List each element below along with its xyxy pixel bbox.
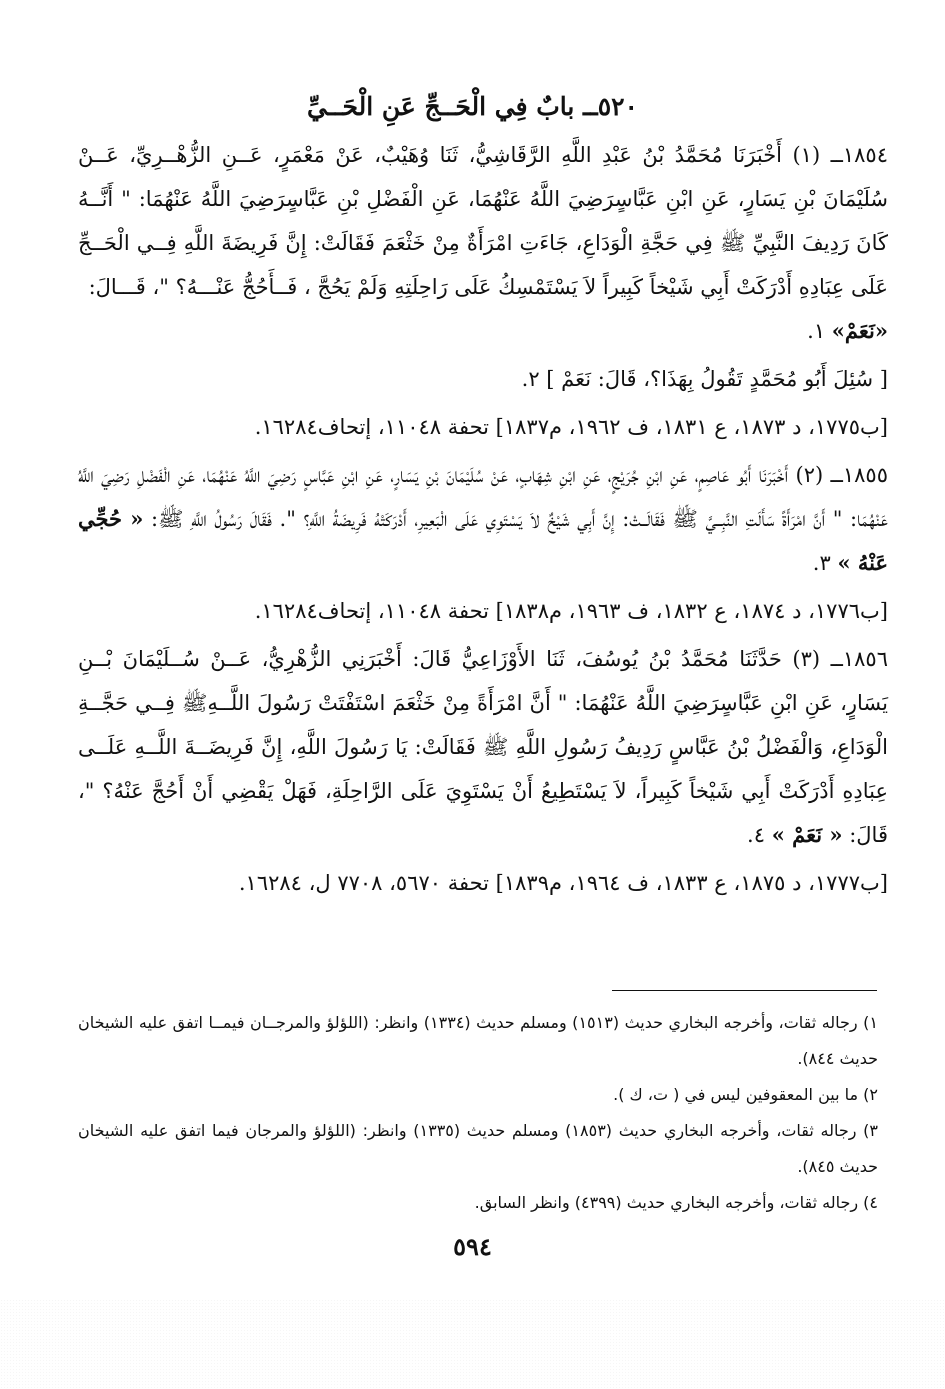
footnote-4: ٤) رجاله ثقات، وأخرجه البخاري حديث (٤٣٩٩) وانظر السابق. (474, 1193, 878, 1212)
main-text (78, 133, 888, 909)
bracket-note: [ سُئِلَ أَبُو مُحَمَّدٍ تَقُولُ بِهَذَا؟، قَالَ: نَعَمْ ] ٢. (521, 367, 888, 391)
footnotes (78, 1005, 878, 1221)
hadith-1854-answer: «نَعَمْ» (831, 318, 888, 343)
chapter-title: ٥٢٠ــ بابٌ فِي الْحَــجِّ عَنِ الْحَــيِّ (307, 92, 638, 121)
hadith-1855-answer: « حُجِّي عَنْهُ » (78, 506, 888, 575)
references-1854: [ب١٧٧٥، د ١٨٧٣، ع ١٨٣١، ف ١٩٦٢، م١٨٣٧] تحفة ١١٠٤٨، إتحاف١٦٢٨٤. (254, 415, 888, 439)
hadith-1855 (78, 453, 888, 585)
footnote-2: ٢) ما بين المعقوفين ليس في ( ت، ك ). (613, 1085, 878, 1104)
hadith-1854-footnote-ref: ١. (807, 319, 832, 343)
footnote-3: ٣) رجاله ثقات، وأخرجه البخاري حديث (١٨٥٣) ومسلم حديث (١٣٣٥) وانظر: (اللؤلؤ والمرجان فيما اتفق عليه الشيخان حديث ٨٤٥). (78, 1121, 878, 1176)
scan-noise (0, 1299, 945, 1389)
footnote-divider (612, 990, 877, 991)
hadith-1855-footnote-ref: ٣. (812, 551, 838, 575)
page-number: ٥٩٤ (453, 1232, 492, 1261)
footnote-1: ١) رجاله ثقات، وأخرجه البخاري حديث (١٥١٣) ومسلم حديث (١٣٣٤) وانظر: (اللؤلؤ والمرجــان فيمــا اتفق عليه الشيخان حديث ٨٤٤). (78, 1013, 878, 1068)
hadith-1854 (78, 133, 888, 353)
hadith-1856 (78, 637, 888, 857)
hadith-1855-text: ١٨٥٥ــ (٢) أَخْبَرَنَا أَبُو عَاصِمٍ، عَنِ ابْنِ جُرَيْجٍ، عَنِ ابْنِ شِهَابٍ، عَنْ سُلَيْمَانَ بْنِ يَسَارٍ، عَنِ ابْنِ عَبَّاسٍ رَضِيَ اللَّهُ عَنْهُمَا، عَنِ الْفَضْلِ رَضِيَ اللَّهُ عَنْهُمَا: " أَنَّ امْرَأَةً سَأَلَتِ النَّبِــيَّ ﷺ فَقَالَــتْ: إِنَّ أَبِي شَيْخٌ لاَ يَسْتَوِي عَلَى الْبَعِيرِ، أَدْرَكَتْهُ فَرِيضَةُ اللَّهِ؟ ". فَقَالَ رَسُولُ اللَّهِ ﷺ: (78, 463, 888, 531)
references-1856: [ب١٧٧٧، د ١٨٧٥، ع ١٨٣٣، ف ١٩٦٤، م١٨٣٩] تحفة ٥٦٧٠، ٧٧٠٨ ل، ١٦٢٨٤. (238, 871, 888, 895)
references-1855: [ب١٧٧٦، د ١٨٧٤، ع ١٨٣٢، ف ١٩٦٣، م١٨٣٨] تحفة ١١٠٤٨، إتحاف١٦٢٨٤. (254, 599, 888, 623)
hadith-1856-footnote-ref: ٤. (747, 823, 772, 847)
hadith-1856-answer: « نَعَمْ » (771, 822, 843, 847)
hadith-1856-text: ١٨٥٦ــ (٣) حَدَّثَنَا مُحَمَّدُ بْنُ يُوسُفَ، ثَنَا الأَوْزَاعِيُّ قَالَ: أَخْبَرَنِي الزُّهْرِيُّ، عَــنْ سُــلَيْمَانَ بْــنِ يَسَارٍ، عَنِ ابْنِ عَبَّاسٍرَضِيَ اللَّهُ عَنْهُمَا: " أَنَّ امْرَأَةً مِنْ خَثْعَمَ اسْتَفْتَتْ رَسُولَ اللَّــهِﷺ فِــي حَجَّــةِ الْوَدَاعِ، وَالْفَضْلُ بْنُ عَبَّاسٍ رَدِيفُ رَسُولِ اللَّهِ ﷺ فَقَالَتْ: يَا رَسُولَ اللَّهِ، إِنَّ فَرِيضَــةَ اللَّــهِ عَلَــى عِبَادِهِ أَدْرَكَتْ أَبِي شَيْخاً كَبِيراً، لاَ يَسْتَطِيعُ أَنْ يَسْتَوِيَ عَلَى الرَّاحِلَةِ، فَهَلْ يَقْضِي أَنْ أَحُجَّ عَنْهُ؟ "، قَالَ: (78, 647, 888, 847)
hadith-1854-text: ١٨٥٤ــ (١) أَخْبَرَنَا مُحَمَّدُ بْنُ عَبْدِ اللَّهِ الرَّقَاشِيُّ، ثَنَا وُهَيْبٌ، عَنْ مَعْمَرٍ، عَــنِ الزُّهْــرِيِّ، عَــنْ سُلَيْمَانَ بْنِ يَسَارٍ، عَنِ ابْنِ عَبَّاسٍرَضِيَ اللَّهُ عَنْهُمَا، عَنِ الْفَضْلِ بْنِ عَبَّاسٍرَضِيَ اللَّهُ عَنْهُمَا: " أَنَّــهُ كَانَ رَدِيفَ النَّبِيِّ ﷺ فِي حَجَّةِ الْوَدَاعِ، جَاءَتِ امْرَأَةٌ مِنْ خَثْعَمَ فَقَالَتْ: إِنَّ فَرِيضَةَ اللَّهِ فِــي الْحَــجِّ عَلَى عِبَادِهِ أَدْرَكَتْ أَبِي شَيْخاً كَبِيراً لاَ يَسْتَمْسِكُ عَلَى رَاحِلَتِهِ وَلَمْ يَحُجَّ ، فَــأَحُجُّ عَنْـــهُ؟ "، قَـــالَ: (78, 143, 888, 299)
